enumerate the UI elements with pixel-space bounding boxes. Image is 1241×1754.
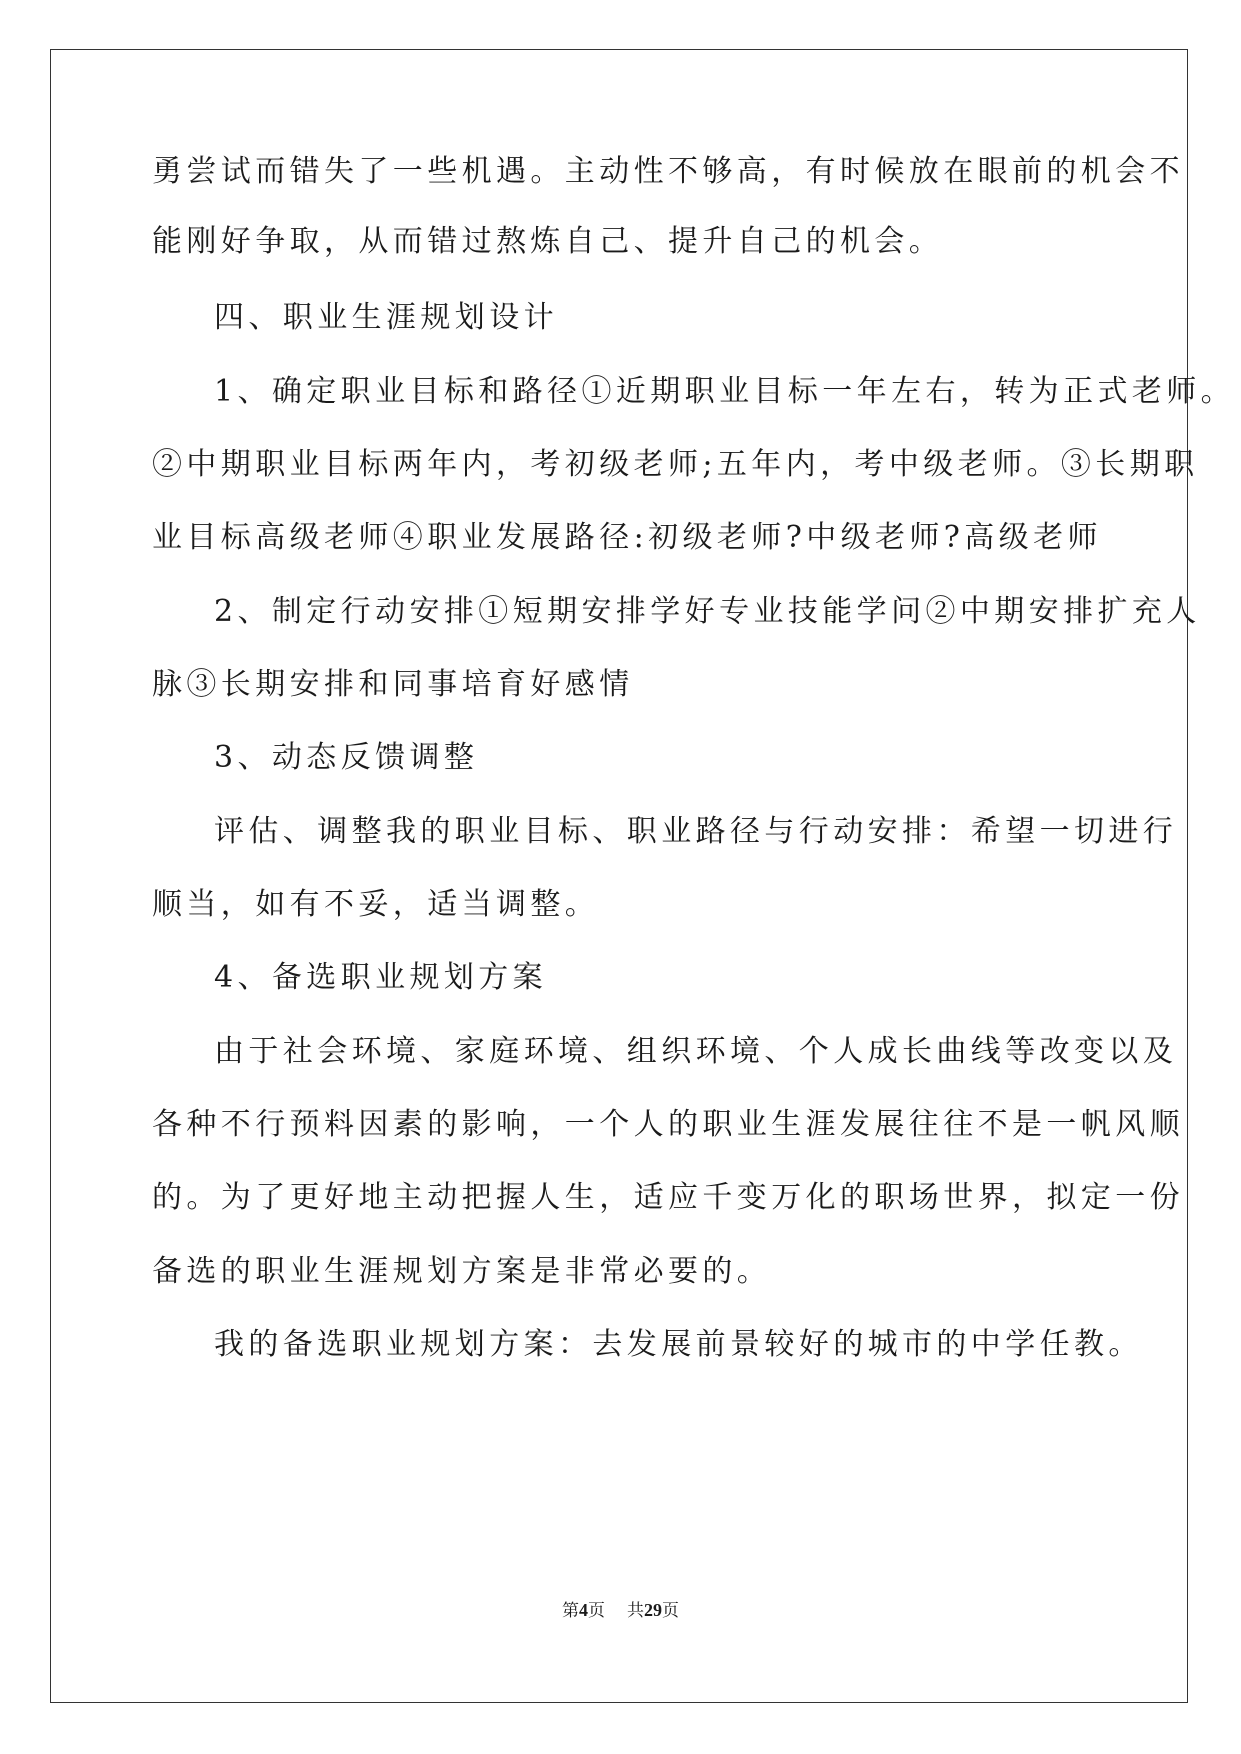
body-line-2: 能刚好争取，从而错过熬炼自己、提升自己的机会。 <box>152 224 944 259</box>
footer-total-prefix: 共 <box>627 1601 644 1621</box>
body-line-10: 评估、调整我的职业目标、职业路径与行动安排：希望一切进行 <box>214 814 1178 849</box>
body-line-5: ②中期职业目标两年内，考初级老师;五年内，考中级老师。③长期职 <box>152 447 1199 482</box>
footer-total-suffix: 页 <box>662 1601 679 1621</box>
subheading-4: 4、备选职业规划方案 <box>214 960 548 995</box>
body-line-14: 各种不行预料因素的影响，一个人的职业生涯发展往往不是一帆风顺 <box>152 1107 1184 1142</box>
footer-page-prefix: 第 <box>562 1601 579 1621</box>
footer-page-suffix: 页 <box>588 1601 605 1621</box>
body-line-11: 顺当，如有不妥，适当调整。 <box>152 887 600 922</box>
body-line-6: 业目标高级老师④职业发展路径:初级老师?中级老师?高级老师 <box>152 520 1102 555</box>
body-line-4: 1、确定职业目标和路径①近期职业目标一年左右，转为正式老师。 <box>214 374 1236 409</box>
body-line-16: 备选的职业生涯规划方案是非常必要的。 <box>152 1254 772 1289</box>
body-line-1: 勇尝试而错失了一些机遇。主动性不够高，有时候放在眼前的机会不 <box>152 154 1184 189</box>
body-line-15: 的。为了更好地主动把握人生，适应千变万化的职场世界，拟定一份 <box>152 1180 1184 1215</box>
footer-page-number: 4 <box>579 1600 588 1620</box>
subheading-3: 3、动态反馈调整 <box>214 740 479 775</box>
section-heading-4: 四、职业生涯规划设计 <box>214 300 558 335</box>
body-line-13: 由于社会环境、家庭环境、组织环境、个人成长曲线等改变以及 <box>214 1034 1178 1069</box>
page-footer <box>0 1596 1241 1621</box>
footer-total-pages: 29 <box>644 1600 662 1620</box>
body-line-7: 2、制定行动安排①短期安排学好专业技能学问②中期安排扩充人 <box>214 594 1201 629</box>
body-line-8: 脉③长期安排和同事培育好感情 <box>152 667 634 702</box>
body-line-17: 我的备选职业规划方案：去发展前景较好的城市的中学任教。 <box>214 1327 1143 1362</box>
